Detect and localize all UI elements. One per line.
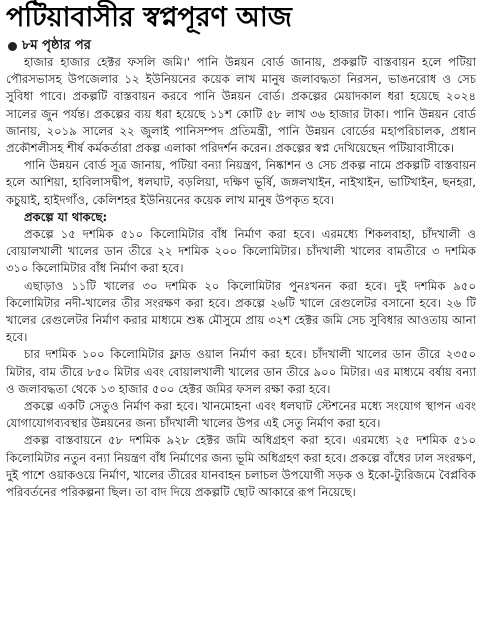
headline: পটিয়াবাসীর স্বপ্নপূরণ আজ <box>6 2 292 33</box>
continuation-note <box>8 37 91 55</box>
subheading: প্রকল্পে যা থাকছে: <box>24 209 108 224</box>
paragraph-6: প্রকল্পে একটি সেতুও নির্মাণ করা হবে। খানমোহনা এবং ধলঘাট স্টেশনের মধ্যে সংযোগ স্থাপন এবং যোগাযোগব্যবস্থার উন্নয়নের জন্য চাঁদখালী খালের উপর এই সেতু নির্মাণ করা হবে। <box>6 399 476 431</box>
bullet-icon <box>8 42 17 51</box>
continuation-label: ৮ম পৃষ্ঠার পর <box>22 38 91 53</box>
paragraph-3: প্রকল্পে ১৫ দশমিক ৫১০ কিলোমিটার বাঁধ নির্মাণ করা হবে। এরমধ্যে শিকলবাহা, চাঁদখালী ও বোয়ালখালী খালের ডান তীরে ২২ দশমিক ২০০ কিলোমিটার। চাঁদখালী খালের বামতীরে ৩ দশমিক ৩১০ কিলোমিটার বাঁধ নির্মাণ করা হবে। <box>6 227 476 276</box>
paragraph-5: চার দশমিক ১০০ কিলোমিটার ফ্লাড ওয়াল নির্মাণ করা হবে। চাঁদখালী খালের ডান তীরে ২৩৫০ মিটার, বাম তীরে ৮৫০ মিটার এবং বোয়ালখালী খালের ডান তীরে ৯০০ মিটার। এর মাধ্যমে বর্ষায় বন্যা ও জলাবদ্ধতা থেকে ১৩ হাজার ৫০০ হেক্টর জমির ফসল রক্ষা করা হবে। <box>6 347 476 396</box>
paragraph-4: এছাড়াও ১১টি খালের ৩০ দশমিক ২০ কিলোমিটার পুনঃখনন করা হবে। দুই দশমিক ৯৫০ কিলোমিটার নদী-খালের তীর সংরক্ষণ করা হবে। প্রকল্পে ২৬টি খালে রেগুলেটর বসানো হবে। ২৬ টি খালের রেগুলেটর নির্মাণ করার মাধ্যমে শুষ্ক মৌসুমে প্রায় ৩২শ হেক্টর জমি সেচ সুবিধার আওতায় আনা হবে। <box>6 278 476 345</box>
paragraph-2: পানি উন্নয়ন বোর্ড সূত্র জানায়, পটিয়া বন্যা নিয়ন্ত্রণ, নিষ্কাশন ও সেচ প্রকল্প নামে প্রকল্পটি বাস্তবায়ন হলে আশিয়া, হাবিলাসদ্বীপ, ধলঘাট, বড়লিয়া, দক্ষিণ ভূর্ষি, জঙ্গলখাইন, নাইখাইন, ভাটিখাইন, ছনহরা, কচুয়াই, হাইদগাঁও, কেলিশহর ইউনিয়নের কয়েক লাখ মানুষ উপকৃত হবে। <box>6 158 476 207</box>
paragraph-7: প্রকল্প বাস্তবায়নে ৫৮ দশমিক ৯২৮ হেক্টর জমি অধিগ্রহণ করা হবে। এরমধ্যে ২৫ দশমিক ৫১০ কিলোমিটার নতুন বন্যা নিয়ন্ত্রণ বাঁধ নির্মাণের জন্য ভূমি অধিগ্রহণ করা হবে। প্রকল্পে বাঁধের ঢাল সংরক্ষণ, দুই পাশে ওয়াকওয়ে নির্মাণ, খালের তীরের যানবাহন চলাচল উপযোগী সড়ক ও ইকো-ট্যুরিজমে বৈপ্লবিক পরিবর্তনের পরিকল্পনা ছিল। তা বাদ দিয়ে প্রকল্পটি ছোট আকারে রূপ নিয়েছে। <box>6 433 476 500</box>
article-body <box>6 54 476 501</box>
paragraph-1: হাজার হাজার হেক্টর ফসলি জমি।' পানি উন্নয়ন বোর্ড জানায়, প্রকল্পটি বাস্তবায়ন হলে পটিয়া পৌরসভাসহ উপজেলার ১২ ইউনিয়নের কয়েক লাখ মানুষ জলাবদ্ধতা নিরসন, ভাঙনরোধ ও সেচ সুবিধা পাবে। প্রকল্পটি বাস্তবায়ন করবে পানি উন্নয়ন বোর্ড। প্রকল্পের মেয়াদকাল ধরা হয়েছে ২০২৪ সালের জুন পর্যন্ত। প্রকল্পের ব্যয় ধরা হয়েছে ১১শ কোটি ৫৮ লাখ ৩৬ হাজার টাকা। পানি উন্নয়ন বোর্ড জানায়, ২০১৯ সালের ২২ জুলাই পানিসম্পদ প্রতিমন্ত্রী, পানি উন্নয়ন বোর্ডের মহাপরিচালক, প্রধান প্রকৌশলীসহ শীর্ষ কর্মকর্তারা প্রকল্প এলাকা পরিদর্শন করেন। প্রকল্পের স্বপ্ন দেখিয়েছেন পটিয়াবাসীকে। <box>6 55 476 156</box>
